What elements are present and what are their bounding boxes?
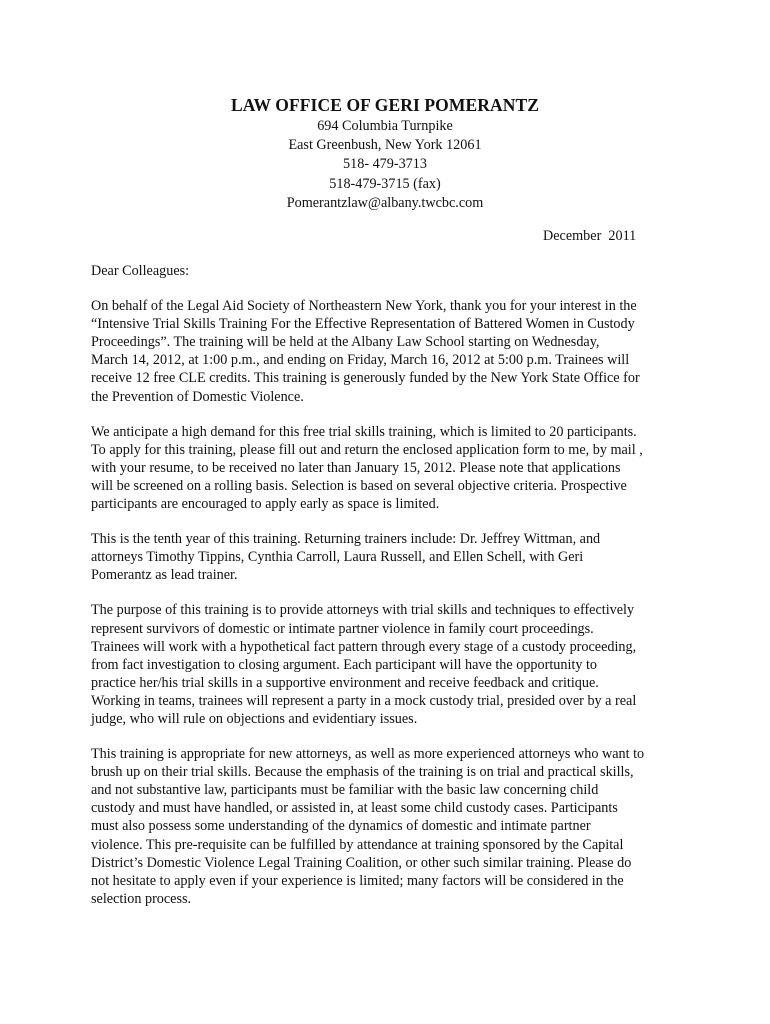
body-paragraphs bbox=[91, 297, 693, 908]
paragraph-line: We anticipate a high demand for this free trial skills training, which is limited to 20 participants. bbox=[91, 423, 637, 440]
paragraph-line: Working in teams, trainees will represent a party in a mock custody trial, presided over by a real bbox=[91, 692, 637, 709]
salutation: Dear Colleagues: bbox=[91, 263, 190, 279]
address-line-1: 694 Columbia Turnpike bbox=[317, 118, 453, 134]
address-line-2: East Greenbush, New York 12061 bbox=[288, 137, 482, 154]
paragraph-line: On behalf of the Legal Aid Society of Northeastern New York, thank you for your interest in the bbox=[91, 298, 637, 315]
body-paragraph bbox=[91, 423, 693, 513]
paragraph-line: brush up on their trial skills. Because the emphasis of the training is on trial and practical skills, bbox=[91, 764, 634, 781]
body-paragraph bbox=[91, 297, 693, 406]
paragraph-line: Trainees will work with a hypothetical fact pattern through every stage of a custody proceeding, bbox=[91, 638, 637, 655]
paragraph-line: and not substantive law, participants must be familiar with the basic law concerning child bbox=[91, 782, 599, 799]
paragraph-line: receive 12 free CLE credits. This training is generously funded by the New York State Office for bbox=[91, 370, 640, 387]
paragraph-line: attorneys Timothy Tippins, Cynthia Carroll, Laura Russell, and Ellen Schell, with Geri bbox=[91, 549, 584, 566]
paragraph-line: This training is appropriate for new attorneys, as well as more experienced attorneys who want to bbox=[91, 746, 645, 763]
phone-number: 518- 479-3713 bbox=[343, 156, 427, 173]
paragraph-line: Proceedings”. The training will be held at the Albany Law School starting on Wednesday, bbox=[91, 334, 600, 351]
paragraph-line: The purpose of this training is to provide attorneys with trial skills and techniques to effectively bbox=[91, 602, 635, 619]
paragraph-line: To apply for this training, please fill out and return the enclosed application form to me, by mail , bbox=[91, 441, 643, 458]
fax-number: 518-479-3715 (fax) bbox=[329, 175, 441, 192]
paragraph-line: Pomerantz as lead trainer. bbox=[91, 567, 238, 584]
letterhead bbox=[0, 93, 770, 213]
body-paragraph bbox=[91, 745, 693, 908]
paragraph-line: from fact investigation to closing argument. Each participant will have the opportunity to bbox=[91, 656, 598, 673]
paragraph-line: March 14, 2012, at 1:00 p.m., and ending on Friday, March 16, 2012 at 5:00 p.m. Trainees will bbox=[91, 352, 630, 369]
paragraph-line: This is the tenth year of this training. Returning trainers include: Dr. Jeffrey Wittman, and bbox=[91, 531, 601, 548]
firm-name: LAW OFFICE OF GERI POMERANTZ bbox=[230, 95, 540, 115]
paragraph-line: custody and must have handled, or assisted in, at least some child custody cases. Participants bbox=[91, 800, 618, 817]
paragraph-line: must also possess some understanding of the dynamics of domestic and intimate partner bbox=[91, 818, 591, 835]
paragraph-line: the Prevention of Domestic Violence. bbox=[91, 388, 304, 405]
paragraph-line: District’s Domestic Violence Legal Training Coalition, or other such similar training. Please do bbox=[91, 854, 632, 871]
body-paragraph bbox=[91, 601, 693, 728]
email-address: Pomerantzlaw@albany.twcbc.com bbox=[286, 194, 484, 211]
body-paragraph bbox=[91, 530, 693, 584]
paragraph-line: not hesitate to apply even if your experience is limited; many factors will be considered in the bbox=[91, 872, 624, 889]
paragraph-line: selection process. bbox=[91, 890, 192, 907]
paragraph-line: practice her/his trial skills in a supportive environment and receive feedback and critique. bbox=[91, 674, 599, 691]
paragraph-line: will be screened on a rolling basis. Selection is based on several objective criteria. Prospective bbox=[91, 477, 627, 494]
paragraph-line: with your resume, to be received no later than January 15, 2012. Please note that applications bbox=[91, 459, 621, 476]
paragraph-line: represent survivors of domestic or intimate partner violence in family court proceedings. bbox=[91, 620, 594, 637]
paragraph-line: participants are encouraged to apply early as space is limited. bbox=[91, 496, 440, 513]
paragraph-line: violence. This pre-requisite can be fulfilled by attendance at training sponsored by the Capital bbox=[91, 836, 624, 853]
letter-date: December 2011 bbox=[543, 228, 637, 244]
paragraph-line: “Intensive Trial Skills Training For the Effective Representation of Battered Women in Custody bbox=[91, 316, 635, 333]
paragraph-line: judge, who will rule on objections and evidentiary issues. bbox=[91, 710, 418, 727]
letter-body bbox=[91, 262, 693, 925]
